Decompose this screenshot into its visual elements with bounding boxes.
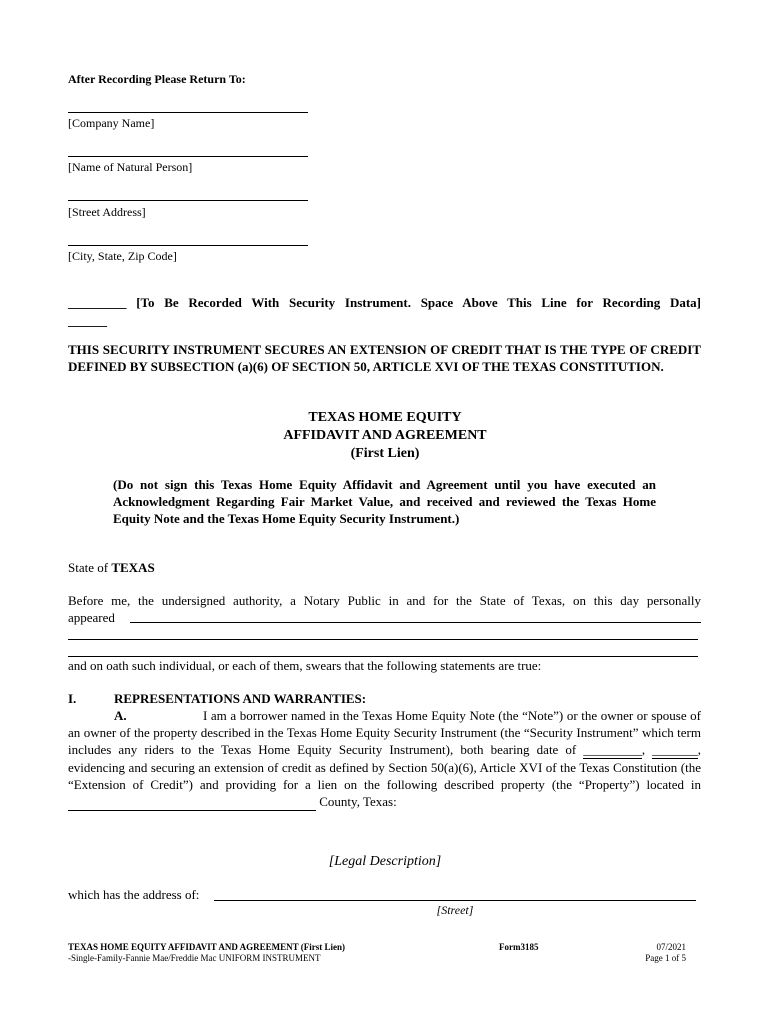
footer-subtitle: -Single-Family-Fannie Mae/Freddie Mac UNIFORM INSTRUMENT <box>68 953 321 963</box>
address-line <box>214 900 696 901</box>
street-address-label: [Street Address] <box>68 205 146 219</box>
recording-tail: ______ <box>68 313 107 328</box>
section-a-paragraph <box>68 707 701 811</box>
county-blank <box>68 793 316 811</box>
appeared-line-2 <box>68 639 698 640</box>
security-notice: THIS SECURITY INSTRUMENT SECURES AN EXTENSION OF CREDIT THAT IS THE TYPE OF CREDIT DEFINED BY SUBSECTION (a)(6) OF SECTION 50, ARTICLE XVI OF THE TEXAS CONSTITUTION. <box>68 342 701 374</box>
title-line-1: TEXAS HOME EQUITY <box>308 410 462 425</box>
recording-blank: _________ <box>68 295 127 310</box>
city-state-zip-label: [City, State, Zip Code] <box>68 249 177 263</box>
title-line-3: (First Lien) <box>350 446 420 461</box>
section-heading: REPRESENTATIONS AND WARRANTIES: <box>114 691 367 706</box>
date-separator: , <box>641 742 646 757</box>
date-blank-1: _________ <box>583 742 642 757</box>
section-a-text-1: I am a borrower named in the Texas Home Equity Note (the “Note”) or the owner or spouse of an owner of the property described in the Texas Home Equity Security Instrument (the “Security Instrument” which term includes any riders to the Texas Home Equity Security Instrument), both bearing date of <box>68 708 701 757</box>
county-suffix: County, Texas: <box>319 794 397 809</box>
return-heading: After Recording Please Return To: <box>68 72 246 86</box>
appeared-line-1 <box>130 622 701 623</box>
recording-text: [To Be Recorded With Security Instrument. Space Above This Line for Recording Data] <box>136 295 701 310</box>
title-line-2: AFFIDAVIT AND AGREEMENT <box>283 428 487 443</box>
appearance-line-1: Before me, the undersigned authority, a Notary Public in and for the State of Texas, on this day personally <box>68 593 701 608</box>
section-a-text-2: , evidencing and securing an extension of credit as defined by Section 50(a)(6), Article XVI of the Texas Constitution (the “Extension of Credit”) and providing for a lien on the following described property (the “Property”) located in <box>68 742 702 792</box>
footer-form-number: Form3185 <box>499 942 539 952</box>
legal-description-placeholder: [Legal Description] <box>328 854 442 869</box>
street-address-line <box>68 200 308 201</box>
footer-page-number: Page 1 of 5 <box>645 953 686 963</box>
natural-person-label: [Name of Natural Person] <box>68 160 193 174</box>
state-label: State of <box>68 560 109 575</box>
appeared-label: appeared <box>68 610 115 625</box>
state-value: TEXAS <box>111 560 155 575</box>
address-label: which has the address of: <box>68 887 200 902</box>
state-line <box>68 559 155 576</box>
footer-title: TEXAS HOME EQUITY AFFIDAVIT AND AGREEMENT (First Lien) <box>68 942 345 952</box>
date-blank-2: _______ <box>652 742 698 757</box>
city-state-zip-line <box>68 245 308 246</box>
natural-person-line <box>68 156 308 157</box>
street-caption: [Street] <box>436 903 474 917</box>
section-number: I. <box>68 691 77 706</box>
item-a-label: A. <box>114 708 127 723</box>
recording-line <box>68 294 701 311</box>
footer-date: 07/2021 <box>656 942 686 952</box>
company-name-label: [Company Name] <box>68 116 155 130</box>
oath-statement: and on oath such individual, or each of them, swears that the following statements are true: <box>68 658 542 673</box>
company-name-line <box>68 112 308 113</box>
signing-instruction: (Do not sign this Texas Home Equity Affidavit and Agreement until you have executed an Acknowledgment Regarding Fair Market Value, and received and reviewed the Texas Home Equity Note and the Texas Home Equity Security Instrument.) <box>113 477 656 526</box>
